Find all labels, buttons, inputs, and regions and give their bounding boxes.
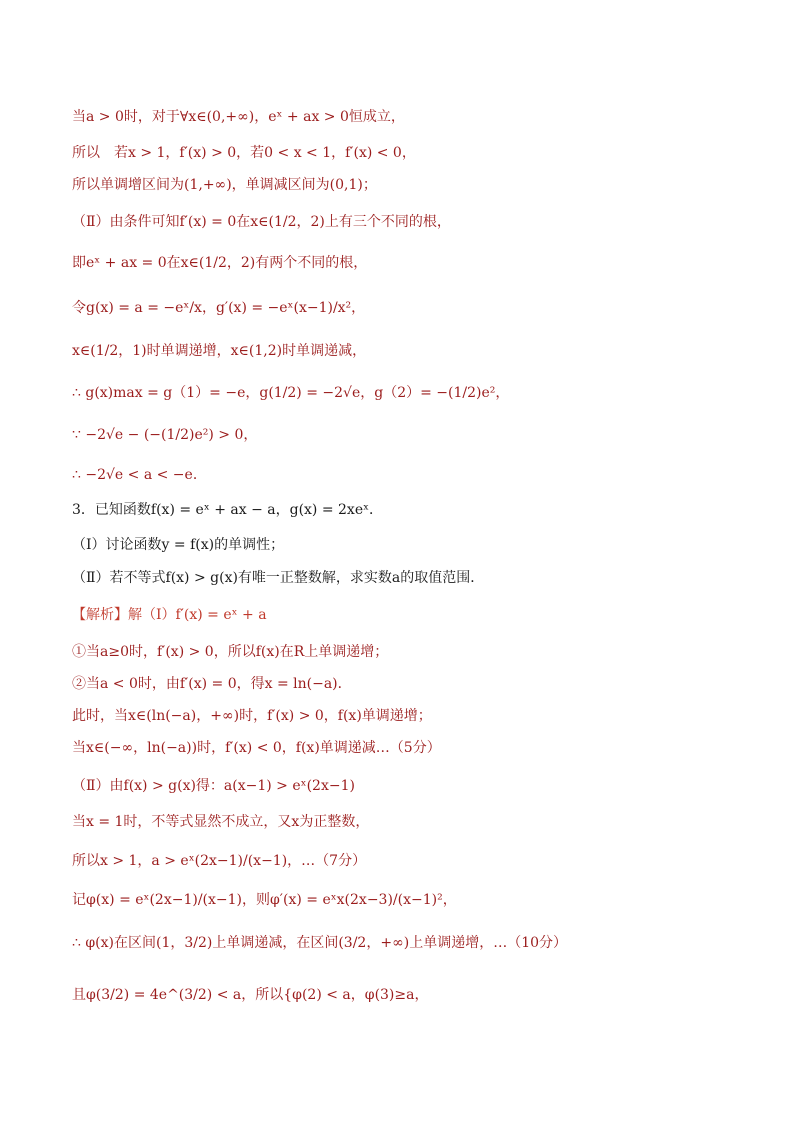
problem-3-part-1: （Ⅰ）讨论函数y = f(x)的单调性； (72, 537, 285, 553)
text-line-7: x∈(1/2，1)时单调递增，x∈(1,2)时单调递减， (72, 343, 367, 359)
text-line-5: 即eˣ + ax = 0在x∈(1/2，2)有两个不同的根， (72, 255, 368, 271)
problem-3-statement: 3．已知函数f(x) = eˣ + ax − a，g(x) = 2xeˣ． (72, 502, 384, 518)
solution-heading: 【解析】解（Ⅰ）f′(x) = eˣ + a (72, 607, 267, 623)
text-line-20: 当x = 1时，不等式显然不成立，又x为正整数， (72, 814, 370, 830)
text-line-16: ②当a < 0时，由f′(x) = 0，得x = ln(−a)． (72, 676, 352, 692)
text-line-15: ①当a≥0时，f′(x) > 0，所以f(x)在R上单调递增； (72, 644, 389, 660)
text-line-9: ∵ −2√e − (−(1/2)e²) > 0， (72, 427, 258, 443)
text-line-17: 此时，当x∈(ln(−a)，+∞)时，f′(x) > 0，f(x)单调递增； (72, 708, 432, 724)
text-line-19: （Ⅱ）由f(x) > g(x)得：a(x−1) > eˣ(2x−1) (72, 778, 355, 794)
text-line-6: 令g(x) = a = −eˣ/x，g′(x) = −eˣ(x−1)/x²， (72, 300, 366, 316)
problem-3-part-2: （Ⅱ）若不等式f(x) > g(x)有唯一正整数解，求实数a的取值范围． (72, 570, 485, 586)
text-line-8: ∴ g(x)max = g（1）= −e，g(1/2) = −2√e，g（2）= −(1/2)e²， (72, 385, 510, 401)
text-line-4: （Ⅱ）由条件可知f′(x) = 0在x∈(1/2，2)上有三个不同的根， (72, 214, 451, 230)
text-line-3: 所以单调增区间为(1,+∞)，单调减区间为(0,1)； (72, 177, 377, 193)
text-line-2: 所以 若x > 1，f′(x) > 0，若0 < x < 1，f′(x) < 0， (72, 145, 416, 161)
text-line-18: 当x∈(−∞，ln(−a))时，f′(x) < 0，f(x)单调递减…（5分） (72, 740, 441, 756)
text-line-21: 所以x > 1，a > eˣ(2x−1)/(x−1)，…（7分） (72, 853, 367, 869)
text-line-10: ∴ −2√e < a < −e． (72, 467, 207, 483)
text-line-1: 当a > 0时，对于∀x∈(0,+∞)，eˣ + ax > 0恒成立， (72, 109, 405, 125)
text-line-22: 记φ(x) = eˣ(2x−1)/(x−1)，则φ′(x) = eˣx(2x−3)/(x−1)²， (72, 892, 457, 908)
text-line-24: 且φ(3/2) = 4e^(3/2) < a，所以{φ(2) < a，φ(3)≥a， (72, 987, 429, 1003)
text-line-23: ∴ φ(x)在区间(1，3/2)上单调递减，在区间(3/2，+∞)上单调递增，…（10分） (72, 935, 568, 951)
